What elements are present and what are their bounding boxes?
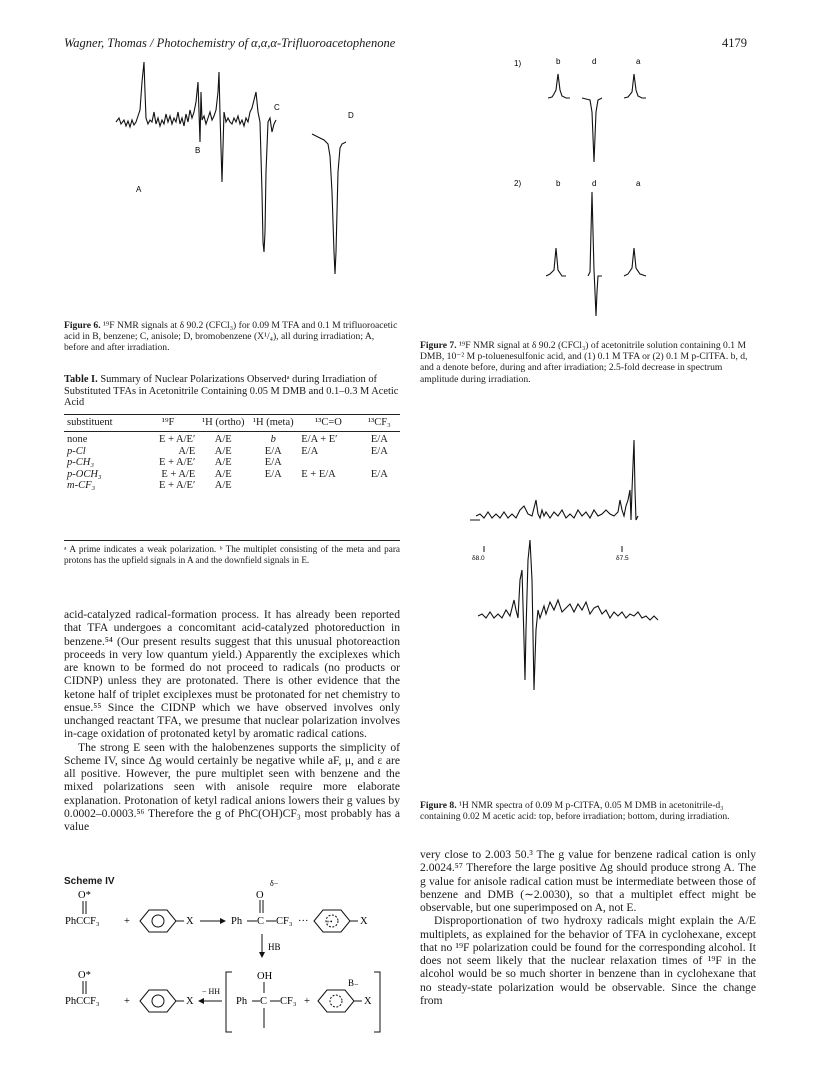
table-cell: A/E (214, 480, 232, 492)
scheme-oh: OH (257, 971, 273, 982)
scheme-reactant-2: PhCCF₃ (65, 996, 100, 1007)
scheme-ostar-1: O* (78, 890, 91, 901)
scheme-dots: ··· (298, 916, 309, 927)
scheme-x-4: X (364, 996, 372, 1007)
col-19f: ¹⁹F (161, 417, 175, 428)
table-cell: E/A (264, 445, 282, 457)
col-13c-o: ¹³C=O (315, 417, 342, 428)
table-cell: none (67, 434, 88, 446)
svg-text:C: C (260, 996, 268, 1007)
figure8-caption-text: ¹H NMR spectra of 0.09 M p-ClTFA, 0.05 M DMB in acetonitrile-d₃ containing 0.02 M acetic acid: top, before irradiation; bottom, during irradiation. (420, 800, 730, 823)
col-1h-ortho: ¹H (ortho) (201, 417, 245, 428)
figure6-caption-text: ¹⁹F NMR signals at δ 90.2 (CFCl₃) for 0.09 M TFA and 0.1 M trifluoroacetic acid in B, benzene; C, anisole; D, bromobenzene (X¹/₄), all during irradiation; A, before and after irradiation. (64, 320, 398, 354)
fig6-label-c: C (274, 103, 280, 112)
scheme-x-1: X (186, 916, 194, 927)
scheme-x-2: X (360, 916, 368, 927)
table1-title-text: Summary of Nuclear Polarizations Observedᵃ during Irradiation of Substituted TFAs in Acetonitrile Containing 0.05 M DMB and 0.1–0.3 M Acetic Acid (64, 374, 399, 409)
svg-text:C: C (257, 916, 265, 927)
running-title: Wagner, Thomas / Photochemistry of α,α,α-Trifluoroacetophenone (64, 36, 396, 50)
scheme-ph-1: Ph (231, 916, 243, 927)
table-row (64, 469, 400, 480)
table-row (64, 446, 400, 457)
body-right-paragraph-1: very close to 2.003 50.³ The g value for benzene radical cation is only 2.0024.⁵⁷ Therefore the large positive Δg should produce strong A. The g value for anisole radical cation must be intermediate between those of benzene and DMB (∼2.0030), so that a multiplet effect might be observable, but one superimposed on A, not E. (420, 848, 756, 914)
scheme-plus-2: + (124, 996, 130, 1007)
scheme-delta-minus: δ− (270, 879, 279, 888)
body-left-paragraph-2: The strong E seen with the halobenzenes supports the simplicity of Scheme IV, since Δg would certainly be negative while aF, μ, and ε are all positive. However, the pure multiplet seen with benzene and the mixed polarizations seen with anisole require more elaborate explanation. Protonation of ketyl radical anions lowers their g values by 0.0002–0.0003.⁵⁶ Therefore the g of PhC(OH)CF₃ most probably has a value (64, 740, 400, 833)
figure7-caption-label: Figure 7. (420, 340, 457, 351)
figure8-caption (420, 800, 756, 822)
col-1h-meta: ¹H (meta) (252, 417, 294, 428)
table-cell: p-CH₃ (67, 457, 94, 469)
fig7-row1-b: b (556, 57, 561, 66)
figure7-caption-text: ¹⁹F NMR signal at δ 90.2 (CFCl₃) of acetonitrile solution containing 0.1 M DMB, 10⁻² M p-toluenesulfonic acid, and (1) 0.1 M TFA or (2) 0.1 M p-ClTFA. b, d, and a denote before, during and after irradiation; 2.5-fold decrease in spectrum amplitude during irradiation. (420, 340, 748, 385)
table-cell: A/E (214, 457, 232, 469)
table-header-row (64, 417, 400, 428)
scheme-ph-2: Ph (236, 996, 248, 1007)
fig7-row1-label: 1) (514, 59, 522, 68)
fig7-row1-d: d (592, 57, 597, 66)
scheme-plus-1: + (124, 916, 130, 927)
table-cell: E + A/E′ (159, 480, 196, 492)
table-cell (359, 480, 400, 491)
page-number: 4179 (722, 36, 747, 50)
figure8-caption-label: Figure 8. (420, 800, 457, 811)
scheme-cf3-1: CF₃ (276, 916, 293, 927)
table-cell: p-OCH₃ (67, 468, 102, 480)
table-cell: A/E (214, 445, 232, 457)
table-cell: A/E (214, 468, 232, 480)
scheme-hb: HB (268, 942, 281, 952)
table-cell (298, 480, 358, 491)
figure6-spectrum (76, 52, 376, 300)
scheme-b-minus: B₋ (348, 978, 359, 988)
table1-footnote: ᵃ A prime indicates a weak polarization. ᵇ The multiplet consisting of the meta and para protons has the upfield signals in A and the downfield signals in E. (64, 544, 400, 565)
table-cell: E/A (264, 468, 282, 480)
table1-title (64, 374, 400, 409)
scheme-reactant-1: PhCCF₃ (65, 916, 100, 927)
table-cell (298, 457, 358, 468)
body-left (64, 608, 400, 833)
table-cell: E/A (301, 445, 319, 457)
fig7-row2-a: a (636, 179, 641, 188)
table1-bottom-rule (64, 540, 400, 541)
table1 (64, 417, 400, 491)
fig7-row2-label: 2) (514, 179, 522, 188)
col-13cf3: ¹³CF₃ (367, 417, 391, 428)
body-right (420, 848, 756, 1007)
figure6-caption (64, 320, 400, 354)
table-cell: E + A/E (161, 468, 196, 480)
table-cell: E/A (370, 434, 388, 446)
scheme-minus-hh: − HH (202, 987, 221, 996)
table-cell (359, 457, 400, 468)
fig6-label-d: D (348, 111, 354, 120)
fig7-row1-a: a (636, 57, 641, 66)
table1-title-label: Table I. (64, 374, 98, 385)
col-substituent: substituent (67, 417, 113, 428)
scheme-ostar-2: O* (78, 970, 91, 981)
scheme-cation-1: +• (326, 918, 333, 926)
table-cell: E + E/A (301, 468, 336, 480)
table-cell: m-CF₃ (67, 480, 96, 492)
table-cell: E/A (370, 445, 388, 457)
table-cell: A/E (214, 434, 232, 446)
body-right-paragraph-2: Disproportionation of two hydroxy radicals might explain the A/E multiplets, as explained for the behavior of TFA in cyclohexane, except that no ¹⁹F polarization could be found for the corresponding alcohol. It does not seem likely that the nuclear relaxation times of ¹⁹F in the alcohol would be so much shorter in benzene than in cyclohexane that no steady-state polarization would be observable. Since the change from (420, 914, 756, 1007)
fig7-row2-b: b (556, 179, 561, 188)
table-cell: E + A/E′ (159, 434, 196, 446)
figure6-caption-label: Figure 6. (64, 320, 101, 331)
scheme-plus-3: + (304, 996, 310, 1007)
scheme-o-1: O (256, 890, 264, 901)
body-left-paragraph-1: acid-catalyzed radical-formation process. It has already been reported that TFA undergoes a concomitant acid-catalyzed photoreduction in benzene.⁵⁴ (Our present results suggest that this unusual photoreaction proceeds in very low quantum yield.) Apparently the exciplexes which are known to be formed do not proceed to radicals (no products or CIDNP) unless they are protonated. There is other evidence that the ketone half of triplet exciplexes must be protonated for net chemistry to ensue.⁵⁵ Since the CIDNP which we have observed involves only unchanged reactant TFA, we presume that nuclear polarization involves in-cage oxidation of protonated ketyl by aromatic radical cations. (64, 608, 400, 741)
table-cell: p-Cl (67, 445, 86, 457)
scheme-label: Scheme IV (64, 876, 115, 887)
figure7-spectra (470, 52, 770, 328)
table-cell: A/E (178, 445, 196, 457)
table-row (64, 457, 400, 468)
figure8-spectra (470, 430, 770, 790)
table-cell: E/A + E′ (301, 434, 338, 446)
scheme-x-3: X (186, 996, 194, 1007)
table-cell: E + A/E′ (159, 457, 196, 469)
fig6-label-b: B (195, 146, 201, 155)
table-cell: b (270, 434, 276, 446)
table1-top-rule (64, 414, 400, 415)
table-cell: E/A (370, 468, 388, 480)
fig8-mark-right: δ7.5 (616, 555, 629, 562)
table-cell: E/A (264, 457, 282, 469)
scheme-cf3-2: CF₃ (280, 996, 297, 1007)
fig7-row2-d: d (592, 179, 597, 188)
fig8-mark-left: δ8.0 (472, 555, 485, 562)
table-cell (248, 480, 298, 491)
figure7-caption (420, 340, 756, 385)
fig6-label-a: A (136, 185, 142, 194)
table-row (64, 434, 400, 445)
table-row (64, 480, 400, 491)
